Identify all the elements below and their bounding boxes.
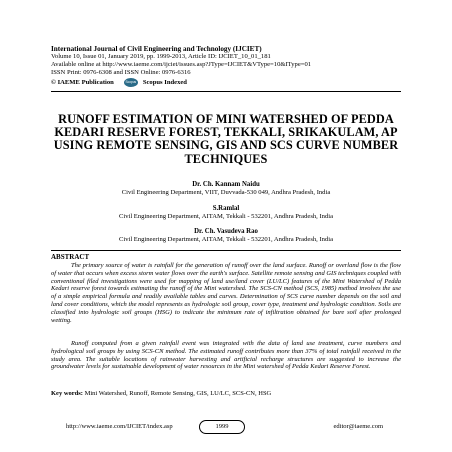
author-block: [51, 228, 401, 244]
scopus-indexed-label: Scopus Indexed: [142, 78, 187, 86]
keywords-line: [51, 390, 401, 398]
journal-volume-line: Volume 10, Issue 01, January 2019, pp. 1999-2013, Article ID: IJCIET_10_01_181: [51, 53, 271, 61]
footer-url-link[interactable]: http://www.iaeme.com/IJCIET/index.asp: [66, 423, 173, 430]
abstract-paragraph: The primary source of water is rainfall for the generation of runoff over the land surface. Runoff or overland flow is the flow of water that occurs when excess storm water flows over the earth's surface. Satellite remote sensing and GIS techniques coupled with conventional filed investigations were used for mapping of land use/land cover (LU/LC) features of the Mini Watershed of Pedda Kedari reserve forest towards estimating the runoff of the Mini watershed. The SCS-CN method (SCS, 1985) method involves the use of a simple empirical formula and readily available tables and curves. Determination of SCS curve number depends on the soil and land cover conditions, which the model represents as hydrologic soil group, cover type, treatment and hydrologic condition. Soils are classified into hydrologic soil groups (HSG) to indicate the minimum rate of infiltration obtained for bare soil after prolonged wetting.: [51, 262, 401, 324]
publisher-row: [51, 75, 187, 89]
header-divider: [51, 91, 401, 92]
keywords-list: Mini Watershed, Runoff, Remote Sensing, GIS, LU/LC, SCS-CN, HSG: [84, 390, 272, 397]
publisher-name: © IAEME Publication: [51, 78, 114, 86]
journal-header: [51, 45, 421, 76]
author-name: Dr. Ch. Kannam Naidu: [192, 181, 260, 188]
author-affiliation: Civil Engineering Department, AITAM, Tekkali - 532201, Andhra Pradesh, India: [118, 213, 334, 221]
author-affiliation: Civil Engineering Department, AITAM, Tekkali - 532201, Andhra Pradesh, India: [118, 236, 334, 244]
author-block: [51, 205, 401, 221]
page-footer: [51, 420, 401, 434]
author-affiliation: Civil Engineering Department, VIIT, Duvvada-530 049, Andhra Pradesh, India: [121, 189, 331, 197]
abstract-heading: ABSTRACT: [51, 253, 90, 261]
abstract-paragraph: Runoff computed from a given rainfall event was integrated with the data of land use treatment, curve numbers and hydrological soil groups by using SCS-CN method. The estimated runoff contributes more than 37% of total rainfall received in the study area. The suitable locations of rainwater harvesting and artificial recharge structures are suggested to increase the groundwater levels for sustainable development of water resources in the Mini watershed of Pedda Kedari Reserve Forest.: [51, 340, 401, 371]
footer-email-link[interactable]: editor@iaeme.com: [333, 423, 383, 430]
author-name: S.Ramlal: [212, 205, 240, 212]
journal-url-line: Available online at http://www.iaeme.com/ijciet/issues.asp?JType=IJCIET&VType=10&IType=01: [51, 61, 312, 68]
author-name: Dr. Ch. Vasudeva Rao: [194, 228, 258, 235]
scopus-logo-icon: Scopus: [124, 78, 138, 87]
journal-title: International Journal of Civil Engineering and Technology (IJCIET): [51, 45, 262, 53]
author-block: [51, 181, 401, 197]
abstract-divider: [51, 250, 401, 251]
keywords-label: Key words:: [51, 390, 83, 397]
paper-title: RUNOFF ESTIMATION OF MINI WATERSHED OF PEDDA KEDARI RESERVE FOREST, TEKKALI, SRIKAKULAM, AP USING REMOTE SENSING, GIS AND SCS CURVE NUMBER TECHNIQUES: [53, 112, 399, 166]
journal-issn-line: ISSN Print: 0976-6308 and ISSN Online: 0976-6316: [51, 68, 191, 76]
page-number: 1999: [199, 420, 245, 434]
